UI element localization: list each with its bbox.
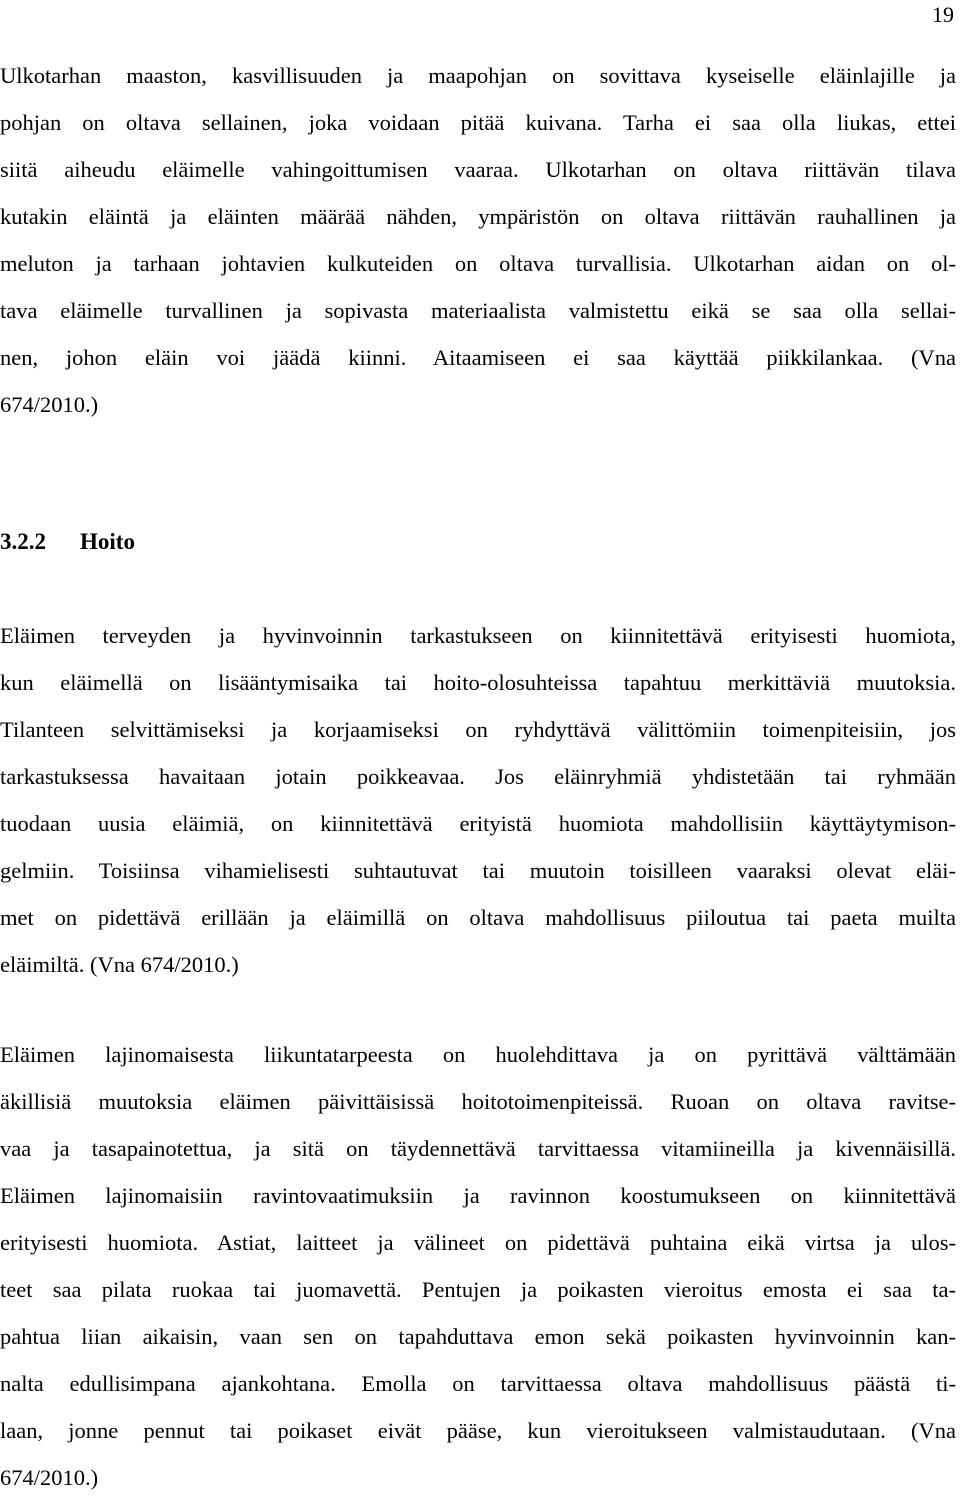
text-line: eläimiltä. (Vna 674/2010.) [0, 952, 239, 977]
text-line: Ulkotarhan maaston, kasvillisuuden ja maapohjan on sovittava kyseiselle eläinlajille ja [0, 63, 956, 88]
text-line: äkillisiä muutoksia eläimen päivittäisissä hoitotoimenpiteissä. Ruoan on oltava ravitse- [0, 1089, 956, 1114]
text-line: Eläimen lajinomaisiin ravintovaatimuksiin ja ravinnon koostumukseen on kiinnitettävä [0, 1183, 956, 1208]
text-line: met on pidettävä erillään ja eläimillä on oltava mahdollisuus piiloutua tai paeta muilta [0, 905, 956, 930]
text-line: erityisesti huomiota. Astiat, laitteet ja välineet on pidettävä puhtaina eikä virtsa ja ulos- [0, 1230, 956, 1255]
text-line: tarkastuksessa havaitaan jotain poikkeavaa. Jos eläinryhmiä yhdistetään tai ryhmään [0, 764, 956, 789]
text-line: 674/2010.) [0, 1465, 99, 1490]
paragraph-outdoor-enclosure [0, 52, 956, 428]
text-line: pahtua liian aikaisin, vaan sen on tapahduttava emon sekä poikasten hyvinvoinnin kan- [0, 1324, 956, 1349]
text-line: kun eläimellä on lisääntymisaika tai hoito-olosuhteissa tapahtuu merkittäviä muutoksia. [0, 670, 956, 695]
paragraph-exercise-feeding [0, 1031, 956, 1501]
section-heading [0, 522, 135, 562]
text-line: laan, jonne pennut tai poikaset eivät pääse, kun vieroitukseen valmistaudutaan. (Vna [0, 1418, 956, 1443]
page-number: 19 [932, 2, 954, 27]
text-line: siitä aiheudu eläimelle vahingoittumisen vaaraa. Ulkotarhan on oltava riittävän tilava [0, 157, 956, 182]
text-line: tuodaan uusia eläimiä, on kiinnitettävä erityistä huomiota mahdollisiin käyttäytymison- [0, 811, 956, 836]
text-line: kutakin eläintä ja eläinten määrää nähden, ympäristön on oltava riittävän rauhallinen ja [0, 204, 956, 229]
text-line: vaa ja tasapainotettua, ja sitä on täydennettävä tarvittaessa vitamiineilla ja kivennäisillä. [0, 1136, 956, 1161]
text-line: Tilanteen selvittämiseksi ja korjaamiseksi on ryhdyttävä välittömiin toimenpiteisiin, jos [0, 717, 956, 742]
text-line: meluton ja tarhaan johtavien kulkuteiden on oltava turvallisia. Ulkotarhan aidan on ol- [0, 251, 956, 276]
section-number: 3.2.2 [0, 529, 46, 554]
text-line: pohjan on oltava sellainen, joka voidaan pitää kuivana. Tarha ei saa olla liukas, ettei [0, 110, 956, 135]
text-line: gelmiin. Toisiinsa vihamielisesti suhtautuvat tai muutoin toisilleen vaaraksi olevat eläi- [0, 858, 956, 883]
text-line: Eläimen lajinomaisesta liikuntatarpeesta on huolehdittava ja on pyrittävä välttämään [0, 1042, 956, 1067]
text-line: nen, johon eläin voi jäädä kiinni. Aitaamiseen ei saa käyttää piikkilankaa. (Vna [0, 345, 956, 370]
text-line: 674/2010.) [0, 392, 99, 417]
paragraph-health-checks [0, 612, 956, 988]
text-line: Eläimen terveyden ja hyvinvoinnin tarkastukseen on kiinnitettävä erityisesti huomiota, [0, 623, 956, 648]
section-title: Hoito [80, 529, 135, 554]
text-line: tava eläimelle turvallinen ja sopivasta materiaalista valmistettu eikä se saa olla sellai- [0, 298, 956, 323]
text-line: nalta edullisimpana ajankohtana. Emolla on tarvittaessa oltava mahdollisuus päästä ti- [0, 1371, 956, 1396]
text-line: teet saa pilata ruokaa tai juomavettä. Pentujen ja poikasten vieroitus emosta ei saa ta- [0, 1277, 956, 1302]
